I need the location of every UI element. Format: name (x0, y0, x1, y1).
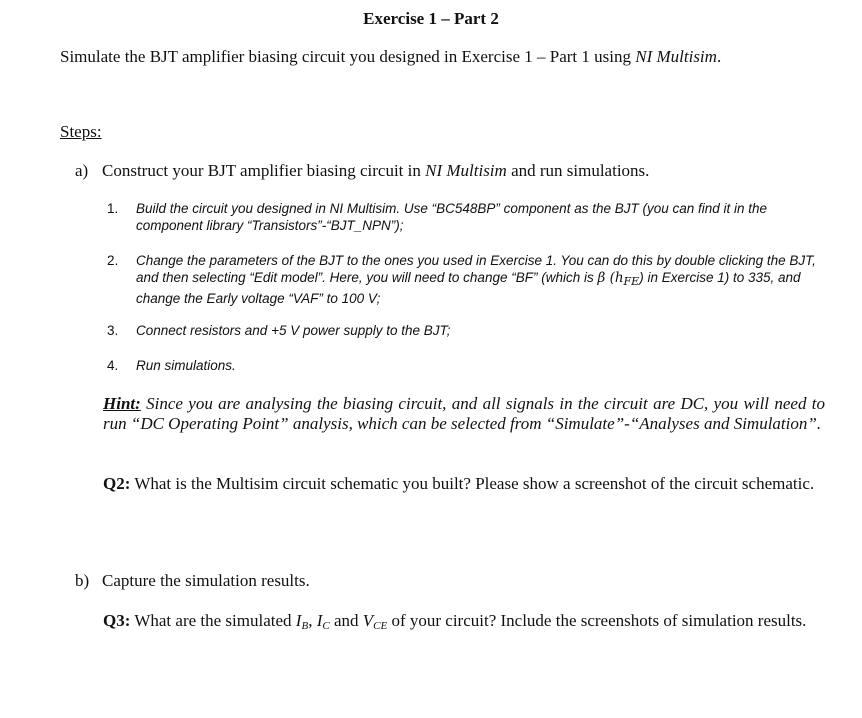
step-a-label: a) (75, 161, 89, 180)
ib-subscript: B (301, 620, 309, 632)
q2-text: What is the Multisim circuit schematic you built? Please show a screenshot of the circuit schematic. (130, 474, 815, 493)
list-item-2 (107, 252, 827, 304)
q3-label: Q3: (103, 611, 131, 630)
list-item-number: 1. (107, 201, 119, 216)
step-a-suffix: and run simulations. (506, 161, 650, 180)
intro-app-name: NI Multisim (635, 47, 717, 66)
list-item-text-after: ) in Exercise 1) to 335, and change the Early voltage “VAF” to 100 V; (136, 270, 801, 306)
list-item-number: 3. (107, 323, 119, 338)
hint-paragraph (103, 394, 825, 434)
step-a-text: Construct your BJT amplifier biasing circuit in (102, 161, 426, 180)
q3-text-end: of your circuit? Include the screenshots of simulation results. (387, 611, 807, 630)
list-item-text-before: Change the parameters of the BJT to the ones you used in Exercise 1. You can do this by double clicking the BJT, and then selecting “Edit model”. Here, you will need to change “BF” (which is (136, 253, 816, 285)
q2-label: Q2: (103, 474, 131, 493)
page-title: Exercise 1 – Part 2 (363, 9, 499, 28)
intro-suffix: . (716, 47, 722, 66)
hint-text: Since you are analysing the biasing circuit, and all signals in the circuit are DC, you will need to run “DC Operating Point” analysis, which can be selected from “Simulate”-“Analyses and Simulation”. (103, 394, 825, 433)
vce-subscript: CE (373, 620, 388, 632)
list-item-3 (107, 322, 827, 339)
question-q3: Q3: What are the simulated $I_B$, $I_C$ and $V_{CE}$ of your circuit? Include the screenshots of simulation results. (103, 611, 807, 632)
steps-heading: Steps: (60, 122, 102, 141)
hint-label: Hint: (103, 394, 141, 413)
list-item-number: 2. (107, 253, 119, 268)
list-item-text (136, 252, 827, 307)
intro-paragraph (60, 47, 721, 67)
list-item-text: Connect resistors and +5 V power supply to the BJT; (136, 323, 451, 338)
step-a-app-name: NI Multisim (425, 161, 507, 180)
beta-hfe-symbol: β ($h_{FE}$ (597, 270, 640, 288)
step-a (75, 161, 649, 181)
list-item-text: Build the circuit you designed in NI Multisim. Use “BC548BP” component as the BJT (you can find it in the component library “Transistors”-“BJT_NPN”); (136, 201, 768, 233)
list-item-text: Run simulations. (136, 358, 236, 373)
intro-text: Simulate the BJT amplifier biasing circuit you designed in Exercise 1 – Part 1 using (60, 47, 636, 66)
step-b-label: b) (75, 571, 90, 590)
q3-text: What are the simulated (130, 611, 296, 630)
list-item-4 (107, 357, 827, 374)
ib-symbol: I (295, 611, 302, 630)
ic-subscript: C (322, 620, 330, 632)
question-q2 (103, 473, 825, 494)
vce-symbol: V (362, 611, 374, 630)
ic-symbol: I (316, 611, 323, 630)
list-item-1 (107, 200, 827, 234)
list-item-number: 4. (107, 358, 119, 373)
step-b-text: Capture the simulation results. (102, 571, 310, 590)
step-b (75, 571, 310, 591)
